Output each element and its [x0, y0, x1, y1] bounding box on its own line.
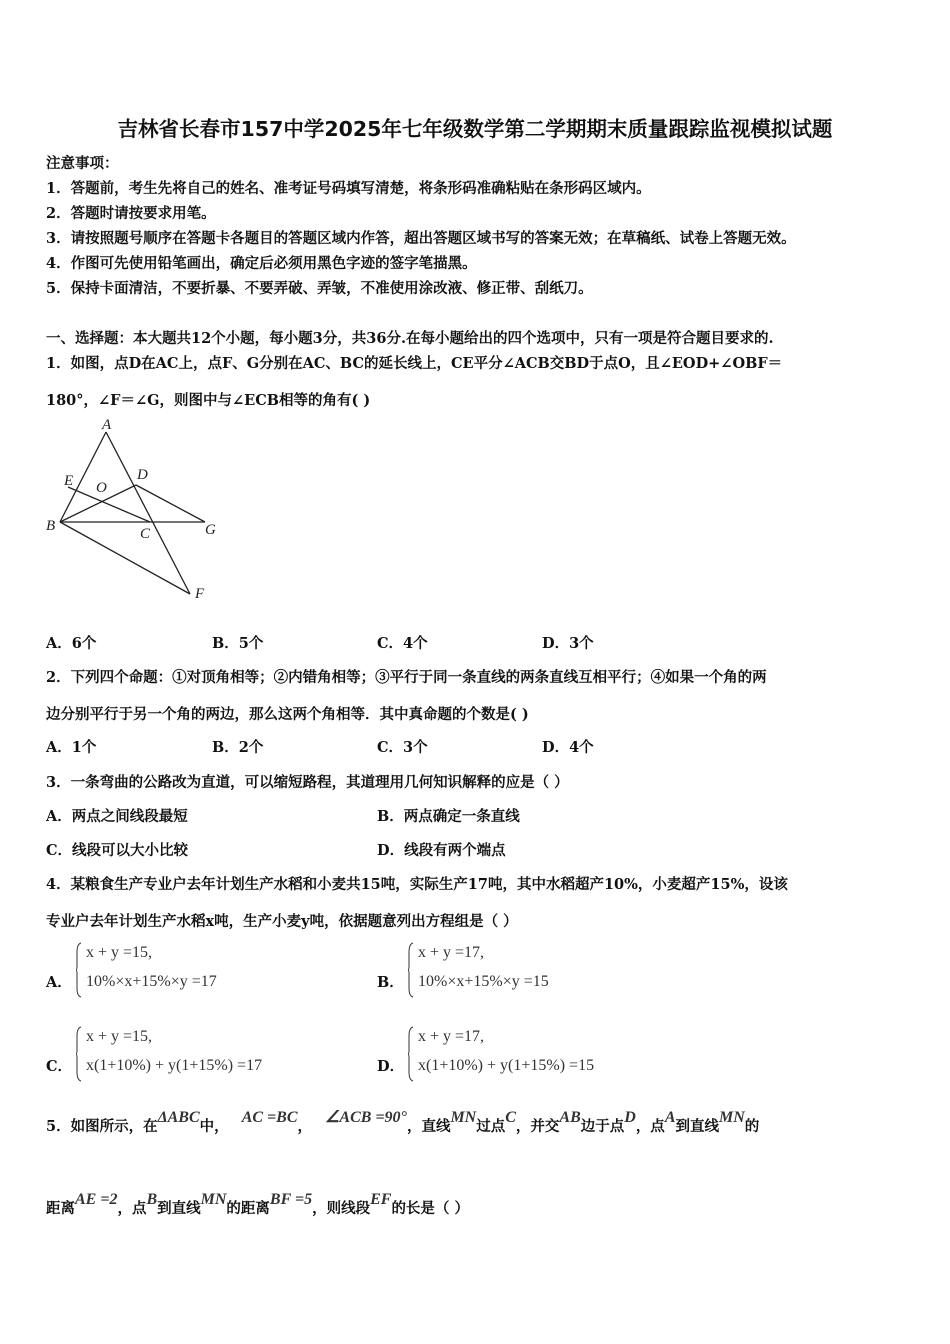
- notice-item: 4．作图可先使用铅笔画出，确定后必须用黑色字迹的签字笔描黑。: [46, 255, 477, 272]
- q3-option-d[interactable]: D．线段有两个端点: [377, 842, 506, 859]
- math-run: AB: [559, 1109, 581, 1126]
- option-label: B．: [377, 974, 404, 991]
- text-run: 5．如图所示，在: [46, 1118, 158, 1135]
- text-run: ，并交: [515, 1118, 560, 1135]
- math-run: AC =BC: [241, 1109, 298, 1126]
- text-run: 的: [744, 1118, 760, 1135]
- text-run: ，: [297, 1118, 313, 1135]
- equation-1: x + y =15,: [86, 1028, 153, 1045]
- figure-label-D: D: [137, 467, 148, 483]
- brace-icon: [408, 942, 414, 998]
- figure-label-A: A: [102, 417, 112, 433]
- text-run: 边于点: [580, 1118, 625, 1135]
- text-run: ，点: [635, 1118, 665, 1135]
- text-run: 距离: [46, 1200, 75, 1217]
- page-title: 吉林省长春市157中学2025年七年级数学第二学期期末质量跟踪监视模拟试题: [117, 117, 833, 141]
- text-run: ，点: [117, 1200, 147, 1217]
- math-run: B: [146, 1191, 158, 1208]
- q2-option-b[interactable]: B．2个: [212, 739, 264, 756]
- q3-option-c[interactable]: C．线段可以大小比较: [46, 842, 189, 859]
- q4-option-c[interactable]: [46, 1055, 72, 1076]
- notice-item: 2．答题时请按要求用笔。: [46, 205, 216, 222]
- question-4-text: 专业户去年计划生产水稻x吨，生产小麦y吨，依据题意列出方程组是（ ）: [46, 913, 518, 930]
- text-run: 到直线: [675, 1118, 719, 1135]
- math-run: D: [624, 1109, 636, 1126]
- q4-option-d[interactable]: [377, 1055, 404, 1076]
- text-run: ，直线: [406, 1118, 451, 1135]
- math-run: BF =5: [269, 1191, 313, 1208]
- q4-option-b[interactable]: [377, 971, 404, 992]
- figure-label-B: B: [46, 518, 56, 534]
- math-run: A: [664, 1109, 676, 1126]
- brace-icon: [408, 1026, 414, 1082]
- q2-option-c[interactable]: C．3个: [377, 739, 428, 756]
- question-1-text: 180°，∠F＝∠G，则图中与∠ECB相等的角有( ): [46, 392, 371, 409]
- notice-item: 1．答题前，考生先将自己的姓名、准考证号码填写清楚，将条形码准确粘贴在条形码区域内。: [46, 180, 651, 197]
- q1-option-a[interactable]: A．6个: [46, 635, 97, 652]
- text-run: 的长是（ ）: [391, 1200, 469, 1217]
- q1-option-c[interactable]: C．4个: [377, 635, 428, 652]
- figure-label-O: O: [96, 480, 107, 496]
- question-3-text: 3．一条弯曲的公路改为直道，可以缩短路程，其道理用几何知识解释的应是（ ）: [46, 774, 569, 791]
- figure-label-F: F: [195, 586, 205, 602]
- question-2-text: 2．下列四个命题：①对顶角相等；②内错角相等；③平行于同一条直线的两条直线互相平行；④如果一个角的两: [46, 669, 767, 686]
- question-5-line-1: [46, 1109, 760, 1136]
- math-run: MN: [450, 1109, 477, 1126]
- q1-option-b[interactable]: B．5个: [212, 635, 264, 652]
- equation-1: x + y =15,: [86, 944, 153, 961]
- equation-2: x(1+10%) + y(1+15%) =15: [418, 1057, 595, 1074]
- equation-2: x(1+10%) + y(1+15%) =17: [86, 1057, 263, 1074]
- q3-option-b[interactable]: B．两点确定一条直线: [377, 808, 520, 825]
- text-run: ，则线段: [312, 1200, 371, 1217]
- q2-option-a[interactable]: A．1个: [46, 739, 97, 756]
- text-run: 中，: [199, 1118, 229, 1135]
- question-4-text: 4．某粮食生产专业户去年计划生产水稻和小麦共15吨，实际生产17吨，其中水稻超产10%，小麦超产15%，设该: [46, 876, 788, 893]
- notice-item: 3．请按照题号顺序在答题卡各题目的答题区域内作答，超出答题区域书写的答案无效；在草稿纸、试卷上答题无效。: [46, 230, 796, 247]
- question-2-text: 边分别平行于另一个角的两边，那么这两个角相等．其中真命题的个数是( ): [46, 706, 529, 723]
- q3-option-a[interactable]: A．两点之间线段最短: [46, 808, 188, 825]
- brace-icon: [76, 1026, 82, 1082]
- math-run: C: [505, 1109, 516, 1126]
- brace-icon: [76, 942, 82, 998]
- question-1-text: 1．如图，点D在AC上，点F、G分别在AC、BC的延长线上，CE平分∠ACB交BD于点O，且∠EOD+∠OBF＝: [46, 355, 783, 372]
- equation-2: 10%×x+15%×y =15: [418, 973, 549, 990]
- option-label: C．: [46, 1058, 73, 1075]
- q2-option-d[interactable]: D．4个: [542, 739, 594, 756]
- figure-label-C: C: [140, 526, 151, 542]
- notice-heading: 注意事项：: [46, 155, 119, 172]
- text-run: 的距离: [226, 1200, 270, 1217]
- figure-label-E: E: [64, 473, 74, 489]
- math-run: EF: [370, 1191, 392, 1208]
- text-run: 过点: [476, 1118, 506, 1135]
- notice-item: 5．保持卡面清洁，不要折暴、不要弄破、弄皱，不准使用涂改液、修正带、刮纸刀。: [46, 280, 593, 297]
- q1-option-d[interactable]: D．3个: [542, 635, 594, 652]
- math-run: MN: [718, 1109, 745, 1126]
- math-run: ∠ACB =90°: [325, 1109, 407, 1126]
- equation-2: 10%×x+15%×y =17: [86, 973, 217, 990]
- math-run: MN: [200, 1191, 227, 1208]
- question-1-figure: [40, 412, 230, 607]
- section-heading: 一、选择题：本大题共12个小题，每小题3分，共36分.在每小题给出的四个选项中，只有一项是符合题目要求的.: [46, 330, 774, 347]
- text-run: 到直线: [157, 1200, 201, 1217]
- option-label: D．: [377, 1058, 405, 1075]
- option-label: A．: [46, 974, 72, 991]
- equation-1: x + y =17,: [418, 1028, 485, 1045]
- math-run: ΔABC: [157, 1109, 200, 1126]
- question-5-line-2: [46, 1191, 469, 1218]
- q4-option-d-system: [408, 1026, 688, 1086]
- figure-label-G: G: [205, 522, 216, 538]
- q4-option-b-system: [408, 942, 668, 1002]
- q4-option-a[interactable]: [46, 971, 72, 992]
- q4-option-c-system: [76, 1026, 356, 1086]
- q4-option-a-system: [76, 942, 336, 1002]
- math-run: AE =2: [75, 1191, 118, 1208]
- equation-1: x + y =17,: [418, 944, 485, 961]
